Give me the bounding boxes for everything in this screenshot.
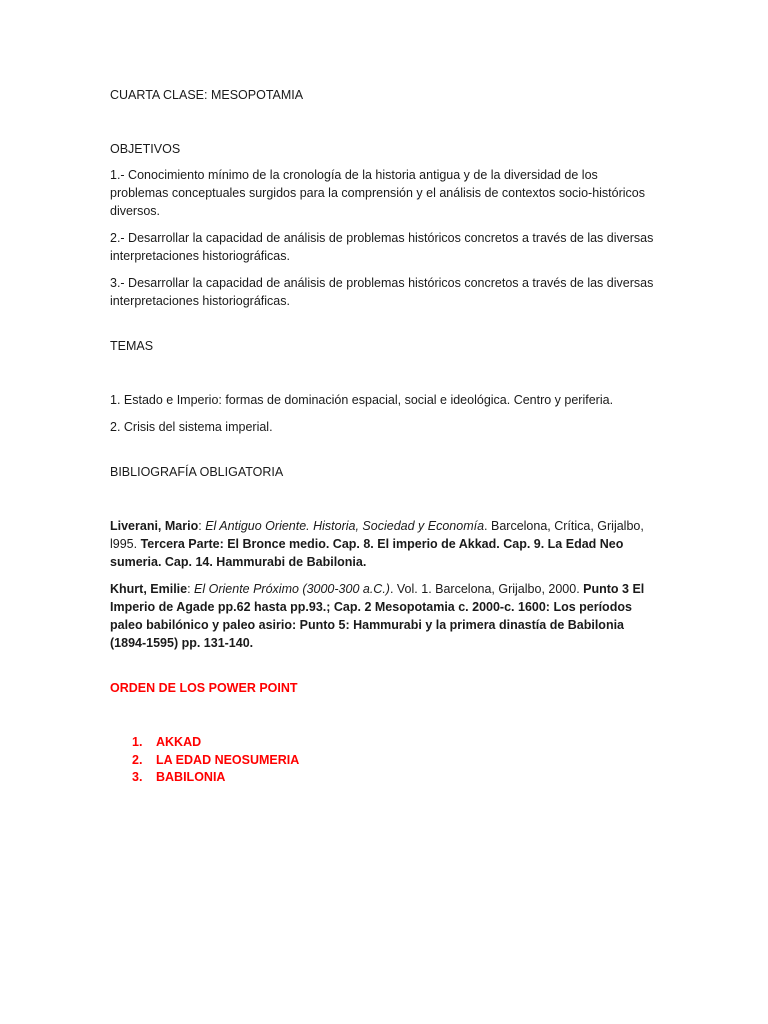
bibliografia-chapters: Punto 3 El Imperio de Agade pp.62 hasta pp.93.; Cap. 2 Mesopotamia c. 2000-c. 1600: Los períodos paleo babilónico y paleo asirio: Punto 5: Hammurabi y la primera dinastía de Babilonia (1894-1595) pp. 131-140.: [110, 582, 645, 650]
list-item-label: BABILONIA: [156, 770, 226, 784]
list-item-number: 3.: [132, 770, 143, 784]
list-item: [110, 769, 658, 787]
tema-item-2: 2. Crisis del sistema imperial.: [110, 420, 273, 434]
objetivo-item-2: 2.- Desarrollar la capacidad de análisis de problemas históricos concretos a través de las diversas interpretaciones historiográficas.: [110, 231, 654, 263]
bibliografia-separator: :: [187, 582, 195, 596]
power-point-list: [110, 734, 658, 787]
objetivo-item-1: 1.- Conocimiento mínimo de la cronología de la historia antigua y de la diversidad de los problemas conceptuales surgidos para la comprensión y el análisis de contextos socio-históricos diversos.: [110, 168, 645, 218]
power-point-heading: ORDEN DE LOS POWER POINT: [110, 681, 298, 695]
temas-heading: TEMAS: [110, 339, 154, 353]
bibliografia-heading: BIBLIOGRAFÍA OBLIGATORIA: [110, 465, 284, 479]
list-item-label: LA EDAD NEOSUMERIA: [156, 752, 300, 767]
page-title: CUARTA CLASE: MESOPOTAMIA: [110, 88, 304, 102]
bibliografia-work-title: El Oriente Próximo (3000-300 a.C.): [194, 582, 390, 596]
objetivo-item-3: 3.- Desarrollar la capacidad de análisis de problemas históricos concretos a través de las diversas interpretaciones historiográficas.: [110, 276, 654, 308]
bibliografia-author: Khurt, Emilie: [110, 582, 188, 596]
bibliografia-publication: . Vol. 1. Barcelona, Grijalbo, 2000.: [389, 582, 584, 596]
document-page: [110, 86, 658, 787]
bibliografia-entry: [110, 517, 658, 571]
list-item-number: 2.: [132, 752, 143, 767]
list-item-number: 1.: [132, 735, 143, 749]
objetivos-heading: OBJETIVOS: [110, 142, 181, 156]
bibliografia-chapters: Tercera Parte: El Bronce medio. Cap. 8. El imperio de Akkad. Cap. 9. La Edad Neo sumeria. Cap. 14. Hammurabi de Babilonia.: [110, 537, 624, 569]
bibliografia-publication: . Barcelona, Crítica, Grijalbo, l995.: [110, 519, 644, 551]
bibliografia-author: Liverani, Mario: [110, 519, 199, 533]
list-item-label: AKKAD: [156, 735, 202, 749]
bibliografia-work-title: El Antiguo Oriente. Historia, Sociedad y Economía: [205, 519, 485, 533]
list-item: [110, 734, 658, 752]
bibliografia-entry: [110, 580, 658, 652]
bibliografia-separator: :: [198, 519, 206, 533]
list-item: [110, 752, 658, 770]
tema-item-1: 1. Estado e Imperio: formas de dominación espacial, social e ideológica. Centro y periferia.: [110, 393, 614, 407]
